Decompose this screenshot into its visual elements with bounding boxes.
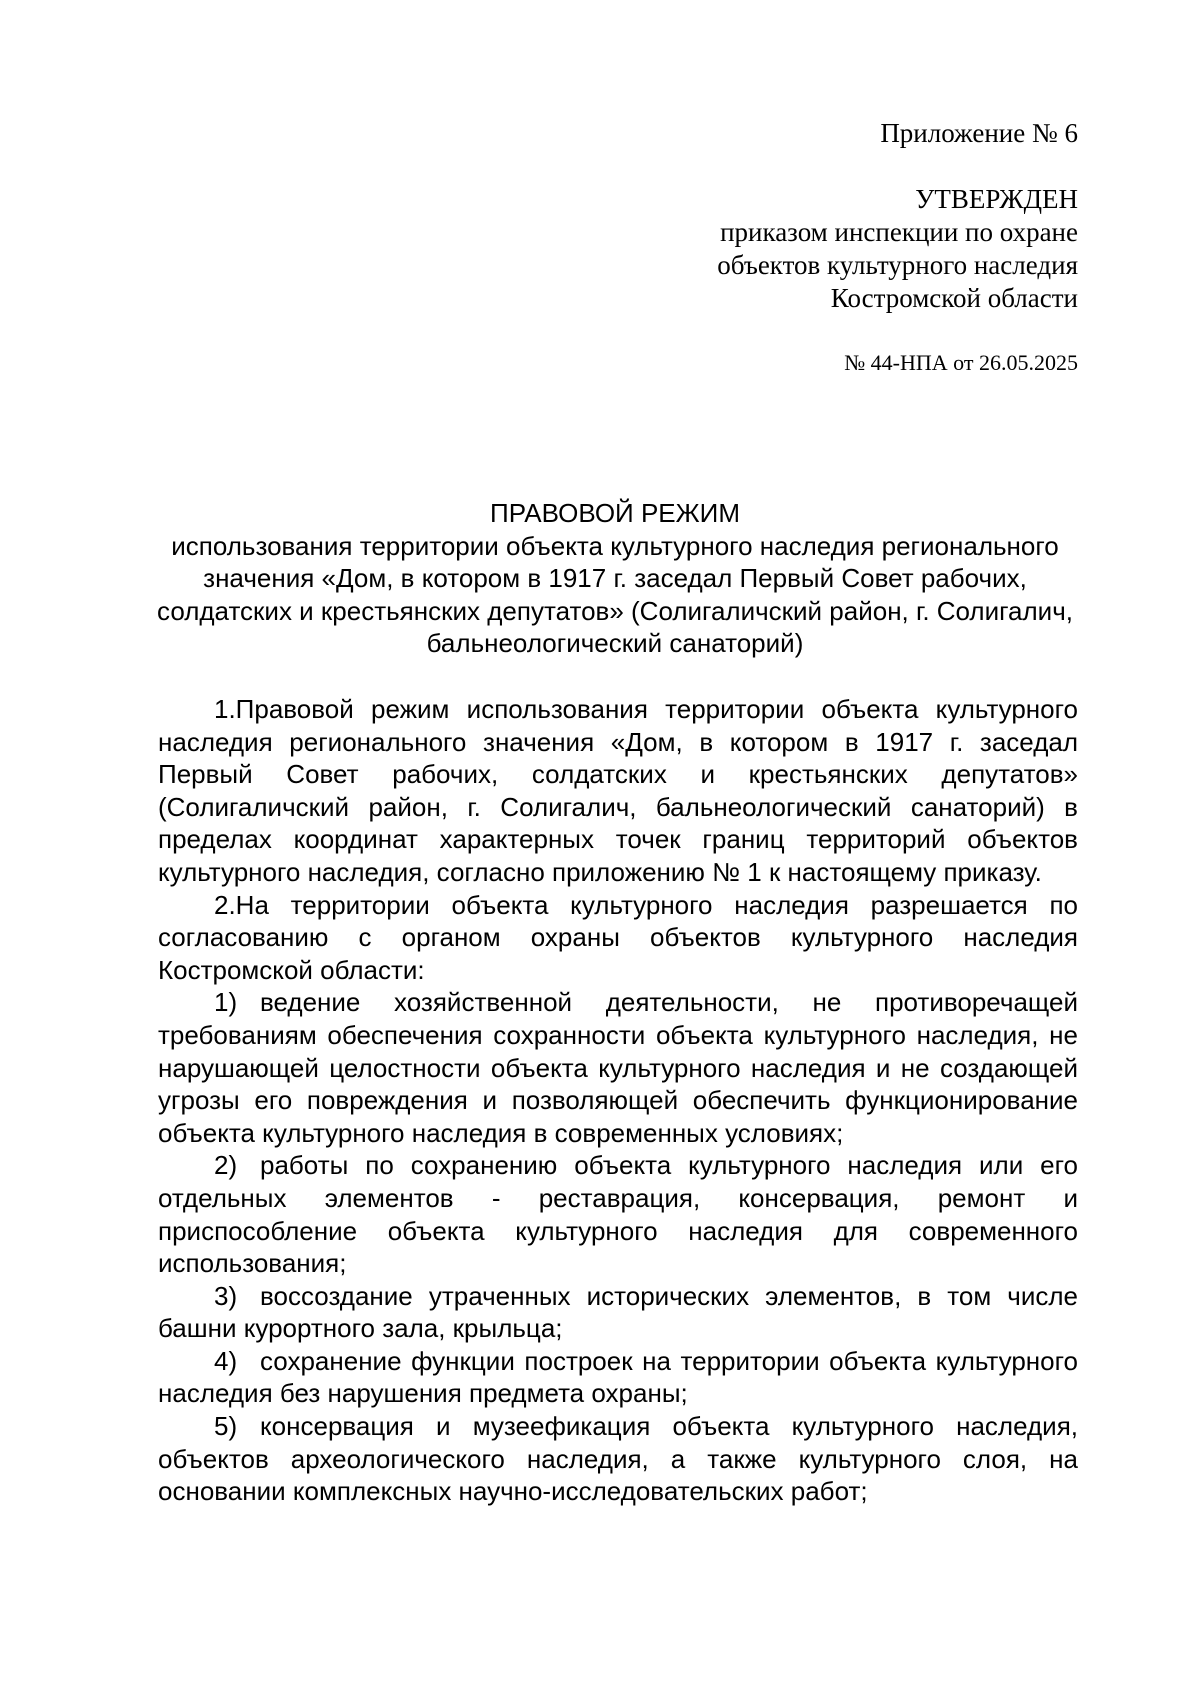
list-item-text: консервация и музеефикация объекта культурного наследия, объектов археологического наследия, а также культурного слоя, на основании комплексных научно-исследовательских работ; [158,1411,1078,1507]
list-item-text: ведение хозяйственной деятельности, не противоречащей требованиям обеспечения сохранности объекта культурного наследия, не нарушающей целостности объекта культурного наследия и не создающей угрозы его повреждения и позволяющей обеспечить функционирование объекта культурного наследия в современных условиях; [158,987,1078,1148]
list-item [158,1345,1078,1410]
appendix-label: Приложение № 6 [880,118,1078,148]
order-issuer-line-1: приказом инспекции по охране [720,217,1078,247]
list-item-number: 4) [214,1345,238,1376]
list-item-number: 5) [214,1411,238,1442]
document-body [158,693,1078,1508]
paragraph-1: 1.Правовой режим использования территории объекта культурного наследия регионального значения «Дом, в котором в 1917 г. заседал Первый Совет рабочих, солдатских и крестьянских депутатов» (Солигаличский район, г. Солигалич, бальнеологический санаторий) в пределах координат характерных точек границ территорий объектов культурного наследия, согласно приложению № 1 к настоящему приказу. [158,694,1078,887]
document-title: ПРАВОВОЙ РЕЖИМ [490,498,740,528]
document-subtitle: использования территории объекта культурного наследия регионального значения «Дом, в котором в 1917 г. заседал Первый Совет рабочих, солдатских и крестьянских депутатов» (Солигаличский район, г. Солигалич, бальнеологический санаторий) [157,530,1073,658]
list-item-text: сохранение функции построек на территории объекта культурного наследия без нарушения предмета охраны; [158,1345,1078,1409]
order-issuer-line-3: Костромской области [830,283,1078,313]
list-item [158,1410,1078,1508]
list-item-number: 2) [214,1150,238,1181]
order-number: № 44-НПА от 26.05.2025 [844,350,1078,375]
list-item [158,986,1078,1149]
list-item [158,1280,1078,1345]
list-item-number: 3) [214,1280,238,1311]
document-title-block [150,497,1080,660]
list-item-number: 1) [214,987,238,1018]
list-item-text: работы по сохранению объекта культурного наследия или его отдельных элементов - реставрация, консервация, ремонт и приспособление объекта культурного наследия для современного использования; [158,1150,1078,1279]
approved-stamp-text: УТВЕРЖДЕН [915,184,1078,214]
order-issuer-line-2: объектов культурного наследия [717,250,1078,280]
list-item-text: воссоздание утраченных исторических элементов, в том числе башни курортного зала, крыльца; [158,1280,1078,1344]
paragraph-2: 2.На территории объекта культурного наследия разрешается по согласованию с органом охраны объектов культурного наследия Костромской области: [158,889,1078,985]
list-item [158,1149,1078,1279]
